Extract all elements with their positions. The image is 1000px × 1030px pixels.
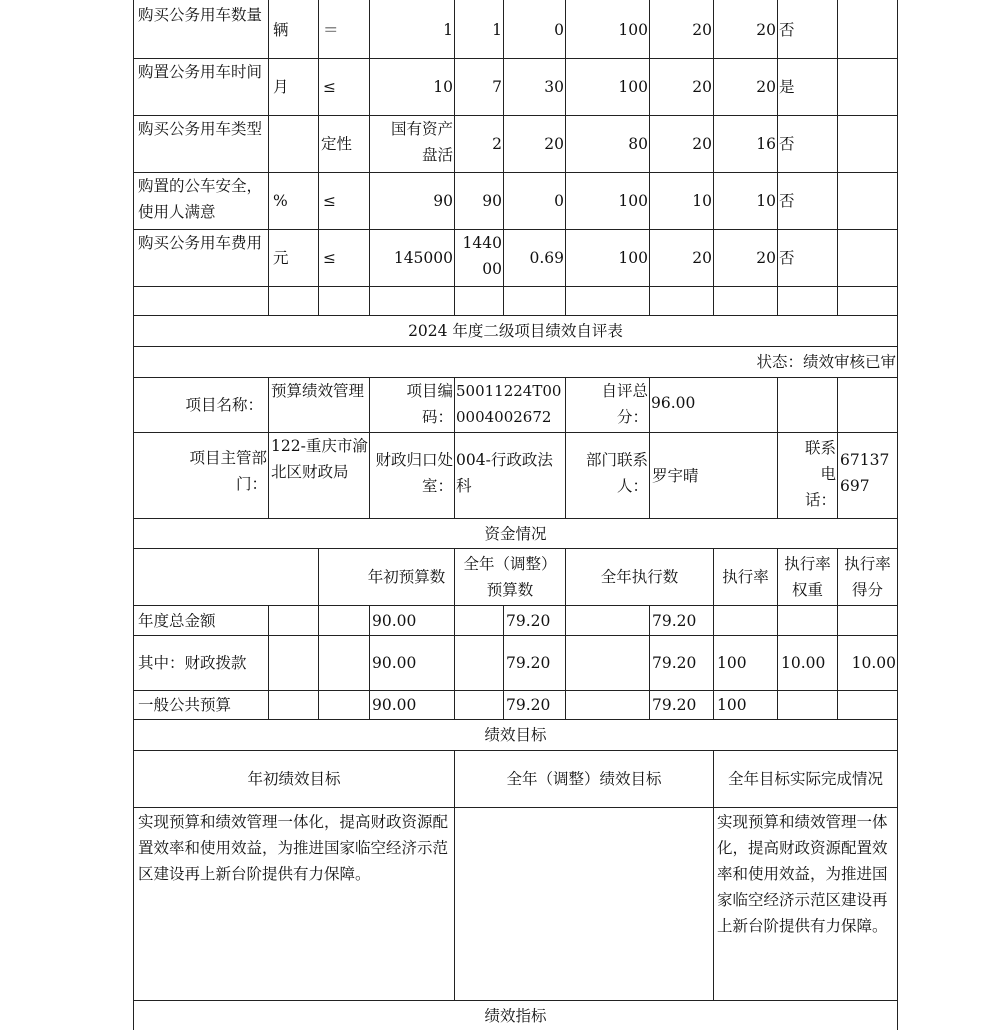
funds-row-weight: 10.00 bbox=[781, 654, 826, 672]
indicator-name: 购买公务用车费用 bbox=[138, 234, 263, 252]
office-label: 财政归口处室： bbox=[375, 451, 453, 495]
indicator-name: 购置公务用车时间 bbox=[138, 63, 263, 81]
project-code-label: 项目编码： bbox=[406, 382, 453, 426]
funds-row-label: 年度总金额 bbox=[138, 611, 216, 630]
goals-initial-text: 实现预算和绩效管理一体化，提高财政资源配置效率和使用效益，为推进国家临空经济示范区建设再上新台阶提供有力保障。 bbox=[138, 813, 449, 883]
indicator-target: 1 bbox=[443, 20, 453, 39]
indicator-score: 10 bbox=[756, 192, 776, 210]
funds-row-label: 一般公共预算 bbox=[138, 696, 232, 714]
project-name-label: 项目名称： bbox=[185, 396, 263, 414]
indicator-full-score: 80 bbox=[628, 135, 648, 153]
indicator-met: 是 bbox=[779, 78, 795, 96]
funds-header-initial: 年初预算数 bbox=[367, 568, 446, 586]
phone-value: 67137697 bbox=[840, 451, 890, 495]
indicator-met: 否 bbox=[779, 249, 795, 267]
goals-header-actual: 全年目标实际完成情况 bbox=[727, 770, 883, 788]
indicator-name: 购置的公车安全，使用人满意 bbox=[138, 177, 263, 221]
indicator-unit bbox=[269, 116, 318, 172]
office-value: 004-行政政法科 bbox=[456, 451, 553, 495]
indicator-operator: ≤ bbox=[323, 78, 336, 96]
funds-header-rate-weight: 执行率权重 bbox=[784, 555, 831, 599]
indicator-operator: ≤ bbox=[323, 249, 336, 267]
contact-label: 部门联系人： bbox=[585, 451, 648, 495]
funds-row-score bbox=[838, 606, 897, 635]
phone-label: 联系电话： bbox=[804, 439, 836, 509]
funds-row-score bbox=[838, 691, 897, 719]
goals-header-initial: 年初绩效目标 bbox=[247, 770, 341, 788]
indicator-full-score: 100 bbox=[618, 192, 648, 210]
indicator-deviation: 20 bbox=[544, 135, 564, 153]
indicator-target: 国有资产盘活 bbox=[390, 120, 453, 164]
indicator-weight: 20 bbox=[692, 135, 712, 153]
indicator-unit: 辆 bbox=[273, 20, 289, 39]
funds-row-adjusted: 79.20 bbox=[506, 611, 551, 630]
funds-row-initial: 90.00 bbox=[372, 654, 417, 672]
goals-section-title: 绩效目标 bbox=[484, 726, 547, 744]
indicator-unit: % bbox=[273, 192, 288, 210]
indicator-target: 145000 bbox=[393, 249, 453, 267]
indicator-actual: 144000 bbox=[462, 234, 502, 278]
indicator-operator: ≤ bbox=[323, 192, 336, 210]
funds-row-initial: 90.00 bbox=[372, 611, 417, 630]
self-score-value: 96.00 bbox=[651, 394, 696, 412]
indicator-met: 否 bbox=[779, 135, 795, 153]
indicators-section-title: 绩效指标 bbox=[484, 1006, 547, 1025]
indicator-score: 20 bbox=[756, 20, 776, 39]
indicator-operator: 定性 bbox=[321, 135, 353, 153]
indicator-score: 16 bbox=[756, 135, 776, 153]
dept-value: 122-重庆市渝北区财政局 bbox=[271, 437, 368, 481]
indicator-target: 90 bbox=[433, 192, 453, 210]
indicator-actual: 2 bbox=[492, 135, 502, 153]
goals-adjusted-text bbox=[455, 809, 713, 999]
goals-header-adjusted: 全年（调整）绩效目标 bbox=[506, 770, 662, 788]
indicator-full-score: 100 bbox=[618, 249, 648, 267]
indicator-score: 20 bbox=[756, 249, 776, 267]
indicator-weight: 20 bbox=[692, 78, 712, 96]
audit-status: 状态：绩效审核已审 bbox=[756, 353, 896, 371]
funds-header-rate: 执行率 bbox=[722, 568, 769, 586]
indicator-met: 否 bbox=[779, 192, 795, 210]
indicator-score: 20 bbox=[756, 78, 776, 96]
funds-header-rate-score: 执行率得分 bbox=[844, 555, 891, 599]
indicator-unit: 月 bbox=[273, 78, 289, 96]
funds-row-rate: 100 bbox=[717, 654, 747, 672]
funds-row-rate bbox=[714, 606, 777, 635]
funds-row-initial: 90.00 bbox=[372, 696, 417, 714]
indicator-actual: 90 bbox=[482, 192, 502, 210]
funds-row-weight bbox=[778, 606, 837, 635]
indicator-met: 否 bbox=[779, 20, 795, 39]
indicator-deviation: 0 bbox=[554, 20, 564, 39]
funds-row-score: 10.00 bbox=[851, 654, 896, 672]
funds-row-executed: 79.20 bbox=[652, 696, 697, 714]
funds-row-adjusted: 79.20 bbox=[506, 696, 551, 714]
indicator-unit: 元 bbox=[273, 249, 289, 267]
self-score-label: 自评总分： bbox=[601, 382, 648, 426]
indicator-full-score: 100 bbox=[618, 78, 648, 96]
indicator-weight: 10 bbox=[692, 192, 712, 210]
indicator-weight: 20 bbox=[692, 20, 712, 39]
project-name-value: 预算绩效管理 bbox=[271, 382, 365, 400]
indicator-full-score: 100 bbox=[618, 20, 648, 39]
indicator-deviation: 0.69 bbox=[529, 249, 564, 267]
contact-value: 罗宇晴 bbox=[652, 466, 699, 485]
indicator-deviation: 30 bbox=[544, 78, 564, 96]
funds-row-label: 其中：财政拨款 bbox=[138, 654, 247, 672]
funds-header-adjusted: 全年（调整）预算数 bbox=[463, 555, 557, 599]
funds-row-executed: 79.20 bbox=[652, 654, 697, 672]
indicator-actual: 7 bbox=[492, 78, 502, 96]
indicator-operator: ＝ bbox=[323, 20, 339, 39]
funds-row-weight bbox=[778, 691, 837, 719]
project-code-value: 50011224T000004002672 bbox=[456, 382, 562, 426]
funds-section-title: 资金情况 bbox=[484, 524, 547, 543]
dept-label: 项目主管部门： bbox=[189, 449, 267, 493]
funds-row-executed: 79.20 bbox=[652, 611, 697, 630]
funds-row-rate: 100 bbox=[717, 696, 747, 714]
form-title: 2024 年度二级项目绩效自评表 bbox=[408, 322, 623, 340]
indicator-deviation: 0 bbox=[554, 192, 564, 210]
indicator-actual: 1 bbox=[492, 20, 502, 39]
funds-row-adjusted: 79.20 bbox=[506, 654, 551, 672]
funds-header-executed: 全年执行数 bbox=[600, 568, 679, 586]
indicator-name: 购买公务用车数量 bbox=[138, 6, 263, 24]
indicator-name: 购买公务用车类型 bbox=[138, 120, 263, 138]
indicator-weight: 20 bbox=[692, 249, 712, 267]
goals-actual-text: 实现预算和绩效管理一体化，提高财政资源配置效率和使用效益，为推进国家临空经济示范区建设再上新台阶提供有力保障。 bbox=[717, 813, 888, 935]
indicator-target: 10 bbox=[433, 78, 453, 96]
